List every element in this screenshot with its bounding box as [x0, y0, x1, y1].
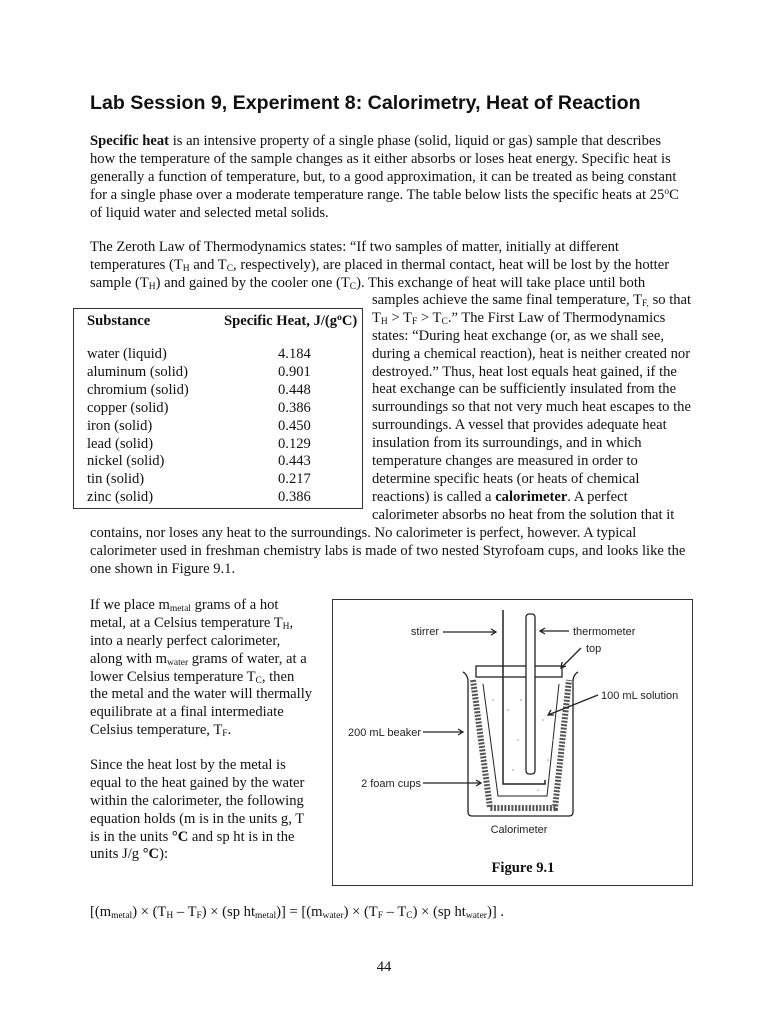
- text-segment: grams of water, at a: [188, 650, 307, 667]
- text-line: [372, 328, 691, 346]
- label-thermometer: thermometer: [573, 626, 636, 638]
- substance-cell: chromium (solid): [87, 381, 189, 398]
- figure-calorimeter: [332, 599, 693, 886]
- text-line: [372, 346, 691, 364]
- text-segment: is an intensive property of a single phase (solid, liquid or gas) sample that describes: [169, 133, 662, 149]
- substance-cell: water (liquid): [87, 346, 167, 362]
- page-title: Lab Session 9, Experiment 8: Calorimetry, Heat of Reaction: [90, 92, 641, 114]
- text-segment: )] .: [486, 904, 504, 920]
- calorimeter-top: [476, 666, 562, 677]
- text-segment: destroyed.” Thus, heat lost equals heat gained, if the: [372, 363, 677, 380]
- text-segment: ) and gained by the cooler one (T: [155, 274, 350, 291]
- text-segment: o: [664, 186, 670, 197]
- text-line: [90, 829, 304, 847]
- text-segment: of liquid water and selected metal solids.: [90, 204, 329, 221]
- table-row: [87, 364, 367, 382]
- text-line: [372, 381, 691, 399]
- paragraph-specific-heat: [90, 133, 679, 222]
- text-segment: The Zeroth Law of Thermodynamics states: “If two samples of matter, initially at different: [90, 239, 619, 255]
- text-line: [372, 417, 691, 435]
- text-segment: heat exchange can be sufficiently insulated from the: [372, 381, 677, 398]
- text-segment: ):: [159, 846, 169, 863]
- table-row: [87, 471, 367, 489]
- specific-heat-cell: 0.448: [278, 381, 311, 398]
- text-segment: water: [322, 911, 344, 921]
- text-line: [372, 310, 691, 328]
- label-top: top: [586, 643, 602, 655]
- text-line: [90, 793, 304, 811]
- text-segment: temperature changes are measured in order to: [372, 453, 638, 470]
- text-segment: , then: [261, 668, 295, 685]
- text-segment: metal: [169, 604, 191, 614]
- stirrer-rod: [503, 610, 545, 784]
- text-segment: equal to the heat gained by the water: [90, 774, 305, 791]
- text-segment: F: [411, 316, 418, 327]
- text-segment: – T: [173, 904, 197, 920]
- text-line: [372, 364, 691, 382]
- paragraph-heat-balance: [90, 757, 304, 864]
- text-line: [90, 846, 304, 864]
- text-segment: contains, nor loses any heat to the surroundings. No calorimeter is perfect, however. A typical: [90, 525, 637, 541]
- label-solution: 100 mL solution: [601, 690, 679, 702]
- text-segment: F,: [642, 299, 649, 309]
- text-segment: reactions) is called a: [372, 488, 496, 505]
- text-line: [90, 633, 312, 651]
- text-segment: water: [167, 657, 189, 668]
- text-segment: °C: [171, 828, 189, 845]
- text-line: [90, 757, 304, 775]
- text-segment: Specific heat: [90, 133, 170, 149]
- text-segment: generally a function of temperature, but, to a good approximation, it can be treated as being constant: [90, 168, 677, 185]
- specific-heat-cell: 4.184: [278, 346, 311, 362]
- text-segment: samples achieve the same final temperature, T: [372, 292, 643, 308]
- text-segment: – T: [383, 904, 407, 920]
- text-segment: Since the heat lost by the metal is: [90, 757, 286, 773]
- text-segment: , respectively), are placed in thermal contact, heat will be lost by the hotter: [233, 256, 670, 273]
- text-segment: and T: [189, 256, 227, 273]
- text-segment: is in the units: [90, 828, 172, 845]
- text-segment: ). This exchange of heat will take place until both: [356, 274, 646, 291]
- text-segment: C: [226, 263, 234, 274]
- text-line: [90, 669, 312, 687]
- text-line: [372, 435, 691, 453]
- thermometer: [526, 614, 535, 774]
- text-segment: calorimeter used in freshman chemistry labs is made of two nested Styrofoam cups, and looks like the: [90, 542, 686, 559]
- figure-caption: Figure 9.1: [491, 860, 555, 876]
- text-segment: ) × (T: [343, 904, 378, 920]
- text-segment: °C: [142, 846, 160, 863]
- substance-cell: zinc (solid): [87, 489, 154, 506]
- text-segment: C: [406, 911, 413, 921]
- specific-heat-cell: 0.901: [278, 363, 311, 380]
- text-segment: F: [377, 911, 384, 921]
- text-segment: ) × (T: [132, 904, 167, 920]
- text-segment: F: [222, 729, 228, 740]
- text-segment: insulation from its surroundings, and in which: [372, 435, 642, 452]
- table-row: [87, 382, 367, 400]
- paragraph-zeroth-law-tail: [90, 525, 685, 579]
- text-line: [372, 292, 691, 310]
- text-segment: . A perfect: [567, 488, 628, 505]
- text-line: [372, 453, 691, 471]
- substance-cell: iron (solid): [87, 417, 153, 434]
- substance-cell: copper (solid): [87, 399, 169, 416]
- text-line: [90, 904, 504, 922]
- paragraph-hot-metal: [90, 597, 312, 740]
- specific-heat-table: [73, 308, 363, 509]
- text-line: [90, 615, 312, 633]
- text-line: [90, 275, 669, 293]
- table-row: [87, 346, 367, 364]
- text-line: [90, 187, 679, 205]
- text-segment: F: [196, 911, 202, 921]
- text-line: [90, 133, 679, 151]
- text-segment: for a single phase over a moderate temperature range. The table below lists the specific heats at 25: [90, 186, 665, 203]
- text-segment: surroundings. A vessel that provides adequate heat: [372, 417, 667, 434]
- text-segment: metal: [255, 911, 277, 921]
- text-segment: H: [282, 621, 290, 632]
- text-line: [90, 151, 679, 169]
- table-header-specific-heat: Specific Heat, $J/(g^oC)$: [224, 313, 358, 329]
- label-stirrer: stirrer: [410, 626, 439, 638]
- text-segment: temperatures (T: [90, 256, 183, 273]
- specific-heat-cell: 0.386: [278, 489, 311, 506]
- text-segment: H: [182, 263, 190, 274]
- specific-heat-cell: 0.217: [278, 471, 311, 488]
- text-line: [90, 686, 312, 704]
- text-line: [90, 169, 679, 187]
- text-segment: C: [255, 675, 262, 686]
- specific-heat-cell: 0.450: [278, 417, 311, 434]
- text-segment: T: [372, 309, 381, 326]
- text-segment: states: “During heat exchange (or, as we shall see,: [372, 327, 664, 344]
- text-segment: calorimeter: [495, 488, 568, 505]
- text-segment: equilibrate at a final intermediate: [90, 704, 284, 721]
- text-segment: into a nearly perfect calorimeter,: [90, 632, 281, 649]
- label-foam-cups: 2 foam cups: [361, 778, 421, 790]
- text-segment: water: [465, 911, 487, 921]
- text-segment: determine specific heats (or heats of chemical: [372, 470, 640, 487]
- text-segment: If we place m: [90, 597, 170, 613]
- substance-cell: aluminum (solid): [87, 363, 188, 380]
- text-segment: how the temperature of the sample changes as it either absorbs or loses heat energy. Specific heat is: [90, 150, 671, 167]
- text-line: [372, 489, 691, 507]
- text-line: [90, 525, 685, 543]
- text-line: [90, 651, 312, 669]
- text-segment: during a chemical reaction), heat is neither created nor: [372, 345, 691, 362]
- text-segment: metal, at a Celsius temperature T: [90, 614, 283, 631]
- text-segment: > T: [387, 309, 412, 326]
- text-segment: H: [166, 911, 174, 921]
- label-beaker: 200 mL beaker: [348, 727, 421, 739]
- table-row: [87, 489, 367, 507]
- text-segment: surroundings so that not very much heat escapes to the: [372, 399, 691, 416]
- substance-cell: lead (solid): [87, 435, 154, 452]
- text-segment: metal: [111, 911, 133, 921]
- text-line: [372, 399, 691, 417]
- text-segment: ) × (sp ht: [412, 904, 466, 920]
- table-row: [87, 400, 367, 418]
- paragraph-zeroth-law: [90, 239, 669, 293]
- text-segment: H: [380, 316, 388, 327]
- table-header-substance: Substance: [87, 313, 151, 329]
- text-segment: so that: [648, 292, 692, 308]
- text-segment: and sp ht is in the: [188, 828, 295, 845]
- specific-heat-cell: 0.129: [278, 435, 311, 452]
- text-line: [90, 543, 685, 561]
- text-segment: .” The First Law of Thermodynamics: [447, 309, 666, 326]
- text-segment: grams of a hot: [190, 597, 279, 613]
- table-row: [87, 453, 367, 471]
- text-line: [90, 561, 685, 579]
- solution-dots: [492, 699, 554, 791]
- text-segment: Celsius temperature, T: [90, 722, 223, 739]
- text-segment: > T: [417, 309, 442, 326]
- page-number: 44: [376, 959, 392, 975]
- text-segment: [(m: [90, 904, 112, 920]
- text-segment: H: [148, 281, 156, 292]
- text-segment: equation holds (m is in the units g, T: [90, 810, 305, 827]
- text-line: [90, 722, 312, 740]
- table-row: [87, 418, 367, 436]
- paragraph-zeroth-law-wrap: [372, 292, 691, 525]
- text-segment: .: [227, 722, 232, 739]
- text-segment: C: [441, 316, 448, 327]
- label-calorimeter: Calorimeter: [490, 824, 548, 836]
- specific-heat-cell: 0.386: [278, 399, 311, 416]
- text-segment: one shown in Figure 9.1.: [90, 560, 236, 577]
- text-line: [90, 597, 312, 615]
- text-segment: ) × (sp ht: [201, 904, 256, 920]
- substance-cell: tin (solid): [87, 471, 145, 488]
- text-segment: sample (T: [90, 274, 149, 291]
- substance-cell: nickel (solid): [87, 453, 165, 470]
- text-line: [90, 811, 304, 829]
- text-line: [372, 471, 691, 489]
- text-segment: C: [669, 186, 679, 203]
- text-segment: calorimeter absorbs no heat from the solution that it: [372, 506, 675, 523]
- text-segment: the metal and the water will thermally: [90, 686, 313, 703]
- text-line: [90, 775, 304, 793]
- text-line: [90, 704, 312, 722]
- heat-balance-equation: [90, 904, 504, 922]
- calorimeter-diagram: [333, 600, 692, 885]
- text-segment: )] = [(m: [276, 904, 323, 920]
- text-segment: within the calorimeter, the following: [90, 792, 304, 809]
- text-segment: ,: [289, 614, 294, 631]
- text-line: [90, 205, 679, 223]
- text-segment: C: [349, 281, 357, 292]
- text-segment: along with m: [90, 650, 168, 667]
- text-segment: lower Celsius temperature T: [90, 668, 256, 685]
- table-row: [87, 436, 367, 454]
- specific-heat-cell: 0.443: [278, 453, 311, 470]
- text-line: [90, 239, 669, 257]
- text-line: [372, 507, 691, 525]
- text-segment: units J/g: [90, 846, 143, 863]
- text-line: [90, 257, 669, 275]
